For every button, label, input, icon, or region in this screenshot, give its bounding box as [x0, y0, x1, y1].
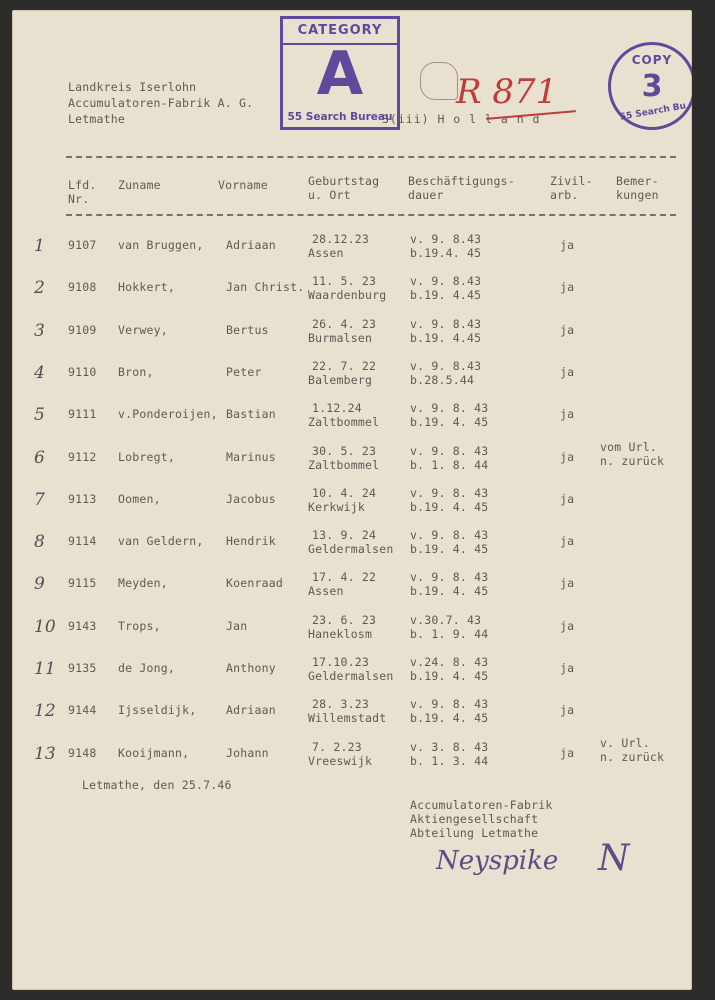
row-employment-to: b.28.5.44 [410, 372, 475, 387]
row-birth-date: 1.12.24 [312, 401, 362, 416]
row-surname: Kooijmann, [118, 745, 190, 760]
row-surname: Meyden, [118, 576, 168, 591]
category-stamp-footer: 55 Search Bureau [287, 111, 393, 123]
row-employment-from: v. 9. 8. 43 [410, 443, 489, 458]
row-employment-from: v. 9. 8. 43 [410, 528, 489, 543]
row-employment-from: v. 9. 8. 43 [410, 570, 489, 585]
row-birth-date: 28.12.23 [312, 232, 369, 246]
copy-stamp-footer: 55 Search Bu [619, 101, 687, 123]
row-surname: v.Ponderoijen, [118, 407, 218, 422]
row-remarks: v. Url. n. zurück [600, 735, 665, 764]
row-birth-place: Burmalsen [308, 330, 373, 345]
row-firstname: Johann [226, 745, 269, 760]
row-number: 9143 [68, 618, 97, 633]
category-stamp-title: CATEGORY [297, 23, 383, 38]
row-handwritten-index: 6 [34, 447, 45, 468]
col-bemerkungen: Bemer- kungen [616, 174, 659, 202]
row-firstname: Adriaan [226, 238, 276, 252]
row-employment-to: b.19.4. 45 [410, 246, 482, 260]
row-employment-from: v. 9. 8. 43 [410, 697, 489, 712]
row-birth-place: Zaltbommel [308, 457, 380, 472]
row-number: 9107 [68, 238, 97, 252]
row-birth-place: Zaltbommel [308, 415, 380, 430]
row-surname: Verwey, [118, 322, 168, 337]
row-employment-to: b.19. 4. 45 [410, 584, 489, 599]
row-birth-place: Waardenburg [308, 288, 387, 303]
row-birth-date: 11. 5. 23 [312, 274, 377, 289]
row-handwritten-index: 4 [34, 362, 45, 383]
row-civil: ja [560, 661, 575, 675]
row-handwritten-index: 5 [34, 405, 45, 426]
row-number: 9110 [68, 364, 97, 379]
row-civil: ja [560, 576, 575, 591]
row-number: 9112 [68, 449, 97, 464]
row-civil: ja [560, 745, 575, 760]
col-zuname: Zuname [118, 178, 161, 192]
header-country: 3(iii) H o l l a n d [382, 112, 541, 126]
row-employment-to: b.19. 4.45 [410, 330, 482, 345]
row-birth-date: 13. 9. 24 [312, 528, 377, 543]
company-line-1: Accumulatoren-Fabrik [410, 798, 553, 812]
row-birth-place: Vreeswijk [308, 753, 373, 768]
row-firstname: Koenraad [226, 576, 283, 591]
row-civil: ja [560, 703, 575, 718]
row-birth-place: Balemberg [308, 372, 373, 387]
col-zivil: Zivil- arb. [550, 174, 593, 202]
row-civil: ja [560, 364, 575, 379]
row-handwritten-index: 10 [34, 616, 56, 637]
row-birth-place: Kerkwijk [308, 499, 365, 514]
row-firstname: Jan Christ. [226, 280, 305, 295]
row-civil: ja [560, 322, 575, 337]
row-surname: Trops, [118, 618, 161, 633]
row-birth-place: Geldermalsen [308, 542, 394, 557]
row-handwritten-index: 13 [34, 743, 56, 764]
row-firstname: Marinus [226, 449, 276, 464]
row-civil: ja [560, 491, 575, 506]
row-employment-from: v.24. 8. 43 [410, 655, 489, 669]
row-employment-from: v. 9. 8.43 [410, 232, 482, 246]
reference-mark: R 871 [456, 72, 558, 112]
row-surname: van Geldern, [118, 534, 204, 549]
row-employment-to: b.19. 4. 45 [410, 415, 489, 430]
row-firstname: Anthony [226, 661, 276, 675]
row-civil: ja [560, 449, 575, 464]
row-firstname: Jacobus [226, 491, 276, 506]
row-surname: Oomen, [118, 491, 161, 506]
row-birth-date: 30. 5. 23 [312, 443, 377, 458]
row-civil: ja [560, 618, 575, 633]
copy-stamp-title: COPY [631, 53, 673, 67]
row-employment-to: b.19. 4. 45 [410, 711, 489, 726]
row-employment-from: v. 9. 8.43 [410, 316, 482, 331]
row-handwritten-index: 8 [34, 532, 45, 553]
company-line-2: Aktiengesellschaft [410, 812, 539, 826]
row-number: 9135 [68, 661, 97, 675]
row-firstname: Jan [226, 618, 248, 633]
col-geburt: Geburtstag u. Ort [308, 174, 380, 202]
row-birth-date: 23. 6. 23 [312, 612, 377, 627]
row-civil: ja [560, 407, 575, 422]
row-birth-date: 28. 3.23 [312, 697, 369, 712]
row-civil: ja [560, 238, 575, 252]
row-birth-place: Willemstadt [308, 711, 387, 726]
initials: N [598, 838, 630, 879]
row-birth-date: 17.10.23 [312, 655, 369, 669]
row-number: 9113 [68, 491, 97, 506]
header-rule-bottom [66, 214, 676, 216]
row-handwritten-index: 7 [34, 489, 45, 510]
row-surname: Lobregt, [118, 449, 175, 464]
row-birth-date: 7. 2.23 [312, 739, 362, 754]
row-employment-from: v. 9. 8. 43 [410, 401, 489, 416]
row-firstname: Adriaan [226, 703, 276, 718]
row-surname: Hokkert, [118, 280, 175, 295]
row-employment-to: b.19. 4.45 [410, 288, 482, 303]
row-surname: Ijsseldijk, [118, 703, 197, 718]
row-handwritten-index: 3 [34, 320, 45, 341]
row-handwritten-index: 12 [34, 701, 56, 722]
pencil-scribble [420, 62, 458, 100]
row-employment-to: b.19. 4. 45 [410, 542, 489, 557]
header-line-3: Letmathe [68, 112, 125, 126]
row-handwritten-index: 1 [34, 236, 45, 256]
col-dauer: Beschäftigungs- dauer [408, 174, 515, 202]
row-employment-to: b. 1. 8. 44 [410, 457, 489, 472]
row-employment-from: v. 9. 8.43 [410, 274, 482, 289]
row-birth-place: Assen [308, 584, 344, 599]
row-firstname: Bertus [226, 322, 269, 337]
row-number: 9144 [68, 703, 97, 718]
row-handwritten-index: 2 [34, 278, 45, 299]
row-surname: van Bruggen, [118, 238, 204, 252]
row-employment-from: v. 9. 8.43 [410, 358, 482, 373]
row-birth-date: 10. 4. 24 [312, 485, 377, 500]
row-remarks: vom Url. n. zurück [600, 439, 665, 468]
row-number: 9108 [68, 280, 97, 295]
row-number: 9114 [68, 534, 97, 549]
row-birth-place: Geldermalsen [308, 669, 394, 683]
row-surname: Bron, [118, 364, 154, 379]
header-rule-top [66, 156, 676, 158]
row-firstname: Hendrik [226, 534, 276, 549]
document-page [12, 10, 692, 990]
row-employment-from: v. 9. 8. 43 [410, 485, 489, 500]
header-line-2: Accumulatoren-Fabrik A. G. [68, 96, 254, 110]
row-handwritten-index: 11 [34, 659, 56, 679]
place-date: Letmathe, den 25.7.46 [82, 778, 232, 792]
copy-stamp [608, 42, 692, 130]
row-employment-to: b. 1. 9. 44 [410, 626, 489, 641]
category-stamp-letter: A [316, 39, 364, 109]
row-number: 9148 [68, 745, 97, 760]
row-employment-to: b. 1. 3. 44 [410, 753, 489, 768]
row-birth-date: 17. 4. 22 [312, 570, 377, 585]
row-employment-from: v. 3. 8. 43 [410, 739, 489, 754]
header-line-1: Landkreis Iserlohn [68, 80, 197, 94]
row-employment-from: v.30.7. 43 [410, 612, 482, 627]
row-civil: ja [560, 534, 575, 549]
signature: Neyspike [436, 846, 559, 876]
row-birth-date: 26. 4. 23 [312, 316, 377, 331]
row-birth-place: Haneklosm [308, 626, 373, 641]
row-handwritten-index: 9 [34, 574, 45, 595]
row-birth-date: 22. 7. 22 [312, 358, 377, 373]
row-birth-place: Assen [308, 246, 344, 260]
row-surname: de Jong, [118, 661, 175, 675]
row-civil: ja [560, 280, 575, 295]
row-number: 9115 [68, 576, 97, 591]
row-number: 9109 [68, 322, 97, 337]
row-firstname: Bastian [226, 407, 276, 422]
row-employment-to: b.19. 4. 45 [410, 499, 489, 514]
category-stamp [280, 16, 400, 130]
col-vorname: Vorname [218, 178, 268, 192]
row-number: 9111 [68, 407, 97, 422]
copy-stamp-number: 3 [641, 69, 663, 104]
col-lfd: Lfd. Nr. [68, 178, 97, 206]
row-employment-to: b.19. 4. 45 [410, 669, 489, 683]
row-firstname: Peter [226, 364, 262, 379]
company-line-3: Abteilung Letmathe [410, 826, 539, 840]
